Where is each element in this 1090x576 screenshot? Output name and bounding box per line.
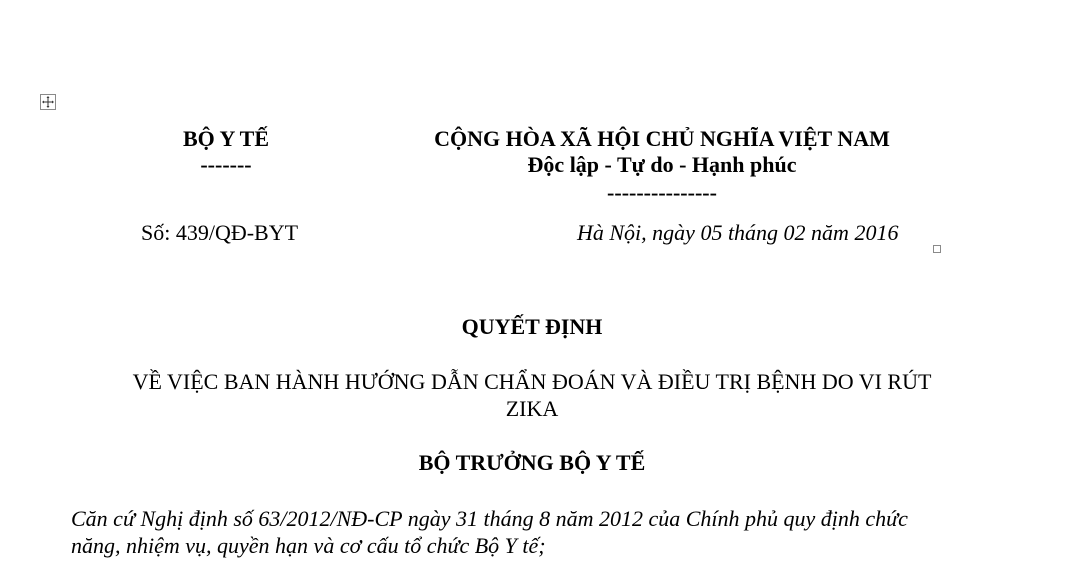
country-name: CỘNG HÒA XÃ HỘI CHỦ NGHĨA VIỆT NAM: [434, 126, 890, 151]
decision-subject-line-1: VỀ VIỆC BAN HÀNH HƯỚNG DẪN CHẨN ĐOÁN VÀ ĐIỀU TRỊ BỆNH DO VI RÚT: [132, 369, 932, 394]
decision-title: QUYẾT ĐỊNH: [461, 314, 603, 339]
table-move-handle-icon[interactable]: [40, 94, 56, 110]
document-number: Số: 439/QĐ-BYT: [141, 220, 299, 245]
ministry-name: BỘ Y TẾ: [183, 126, 269, 151]
motto-rule: ---------------: [607, 180, 717, 205]
ministry-rule: -------: [200, 152, 252, 177]
legal-basis-line-1: Căn cứ Nghị định số 63/2012/NĐ-CP ngày 31 tháng 8 năm 2012 của Chính phủ quy định chức: [71, 506, 908, 531]
legal-basis-line-2: năng, nhiệm vụ, quyền hạn và cơ cấu tổ chức Bộ Y tế;: [71, 533, 546, 558]
national-motto: Độc lập - Tự do - Hạnh phúc: [527, 152, 797, 177]
decision-subject-line-2: ZIKA: [505, 396, 559, 421]
issuing-authority: BỘ TRƯỞNG BỘ Y TẾ: [418, 450, 646, 475]
place-date: Hà Nội, ngày 05 tháng 02 năm 2016: [577, 220, 899, 245]
cell-resize-handle-icon[interactable]: [933, 245, 941, 253]
